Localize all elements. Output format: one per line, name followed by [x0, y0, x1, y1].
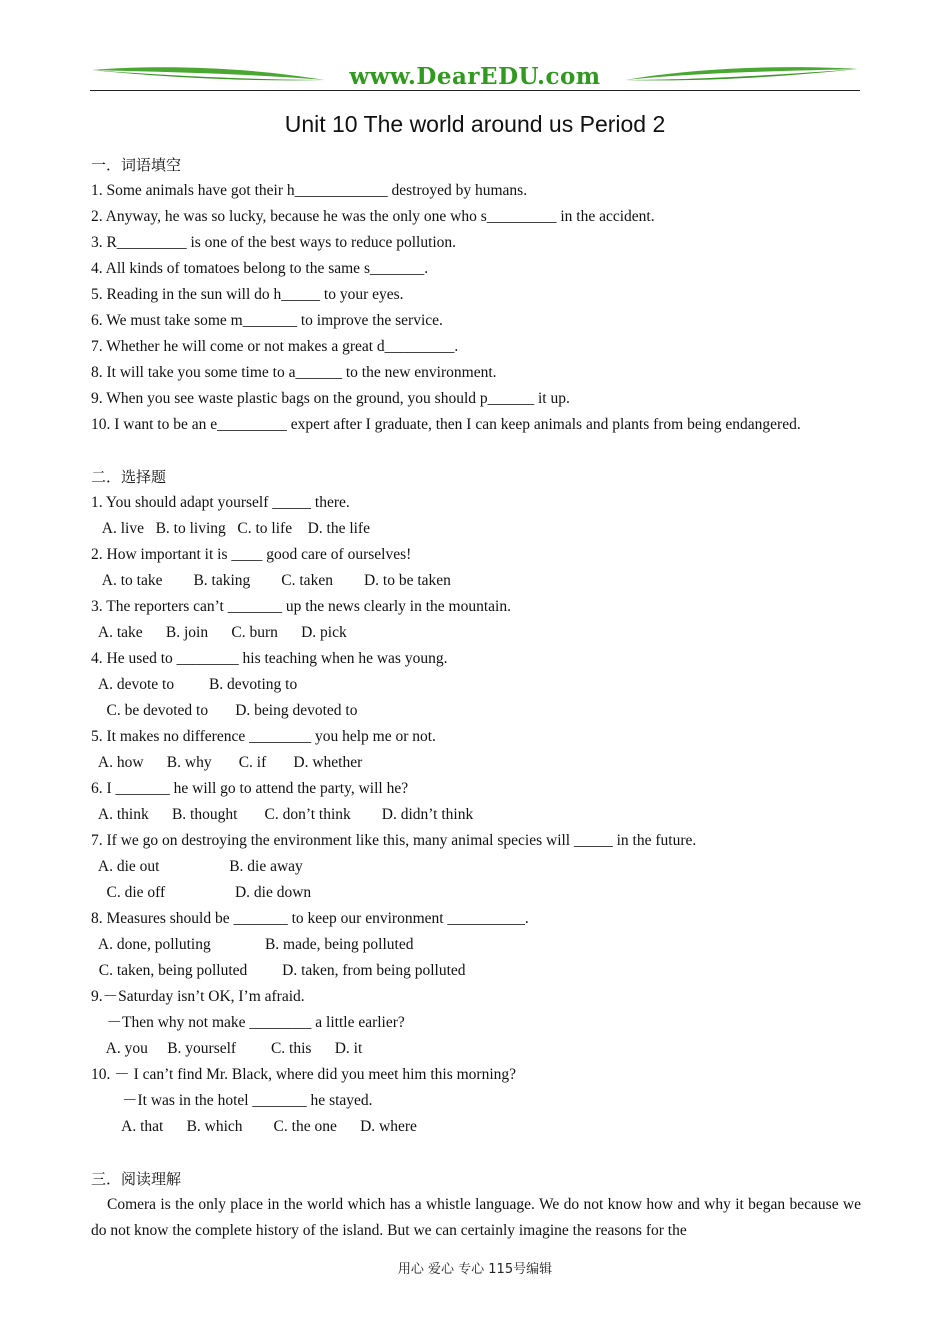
options-line: A. done, polluting B. made, being polluted	[91, 936, 414, 953]
list-item: 7. Whether he will come or not makes a great d_________.	[91, 338, 459, 355]
section-heading-reading: 三．阅读理解	[91, 1170, 182, 1188]
question-line: 5. It makes no difference ________ you help me or not.	[91, 728, 436, 745]
list-item: 1. Some animals have got their h____________ destroyed by humans.	[91, 182, 528, 199]
options-line: C. be devoted to D. being devoted to	[91, 702, 358, 719]
question-line: －Then why not make ________ a little earlier?	[91, 1014, 405, 1031]
options-line: C. taken, being polluted D. taken, from being polluted	[91, 962, 466, 979]
list-item: 6. We must take some m_______ to improve the service.	[91, 312, 443, 329]
question-line: 3. The reporters can’t _______ up the news clearly in the mountain.	[91, 598, 511, 615]
list-item: 9. When you see waste plastic bags on the ground, you should p______ it up.	[91, 390, 570, 407]
list-item: 10. I want to be an e_________ expert after I graduate, then I can keep animals and plants from being endangered.	[91, 416, 801, 433]
section-heading-vocabulary: 一．词语填空	[91, 156, 182, 174]
question-line: 7. If we go on destroying the environment like this, many animal species will _____ in the future.	[91, 832, 697, 849]
list-item: 8. It will take you some time to a______ to the new environment.	[91, 364, 497, 381]
worksheet-content	[91, 152, 861, 1244]
options-line: A. live B. to living C. to life D. the life	[91, 520, 370, 537]
options-line: C. die off D. die down	[91, 884, 312, 901]
question-line: 6. I _______ he will go to attend the party, will he?	[91, 780, 409, 797]
spacer	[91, 1140, 861, 1166]
page-title: Unit 10 The world around us Period 2	[284, 111, 666, 137]
spacer	[91, 438, 861, 464]
options-line: A. die out B. die away	[91, 858, 303, 875]
list-item: 3. R_________ is one of the best ways to reduce pollution.	[91, 234, 457, 251]
question-line: 2. How important it is ____ good care of ourselves!	[91, 546, 412, 563]
question-line: 1. You should adapt yourself _____ there.	[91, 494, 350, 511]
question-line: －It was in the hotel _______ he stayed.	[91, 1092, 373, 1109]
section-heading-multiple-choice: 二．选择题	[91, 468, 167, 486]
list-item: 5. Reading in the sun will do h_____ to your eyes.	[91, 286, 404, 303]
question-line: 9.－Saturday isn’t OK, I’m afraid.	[91, 988, 305, 1005]
page-footer: 用心 爱心 专心 115号编辑	[397, 1262, 553, 1277]
question-line: 4. He used to ________ his teaching when he was young.	[91, 650, 448, 667]
options-line: A. devote to B. devoting to	[91, 676, 298, 693]
options-line: A. think B. thought C. don’t think D. didn’t think	[91, 806, 474, 823]
options-line: A. that B. which C. the one D. where	[91, 1118, 417, 1135]
site-logo-text: www.DearEDU.com	[349, 63, 601, 90]
options-line: A. take B. join C. burn D. pick	[91, 624, 347, 641]
options-line: A. to take B. taking C. taken D. to be taken	[91, 572, 451, 589]
question-line: 8. Measures should be _______ to keep our environment __________.	[91, 910, 529, 927]
options-line: A. how B. why C. if D. whether	[91, 754, 363, 771]
list-item: 4. All kinds of tomatoes belong to the same s_______.	[91, 260, 429, 277]
options-line: A. you B. yourself C. this D. it	[91, 1040, 363, 1057]
page-header	[90, 62, 860, 94]
list-item: 2. Anyway, he was so lucky, because he was the only one who s_________ in the accident.	[91, 208, 655, 225]
question-line: 10. － I can’t find Mr. Black, where did you meet him this morning?	[91, 1066, 517, 1083]
reading-paragraph-text: Comera is the only place in the world which has a whistle language. We do not know how and why it began because we do not know the complete history of the island. But we can certainly imagine the reasons for the	[91, 1196, 861, 1239]
reading-paragraph	[91, 1192, 861, 1244]
header-rule	[90, 90, 860, 91]
